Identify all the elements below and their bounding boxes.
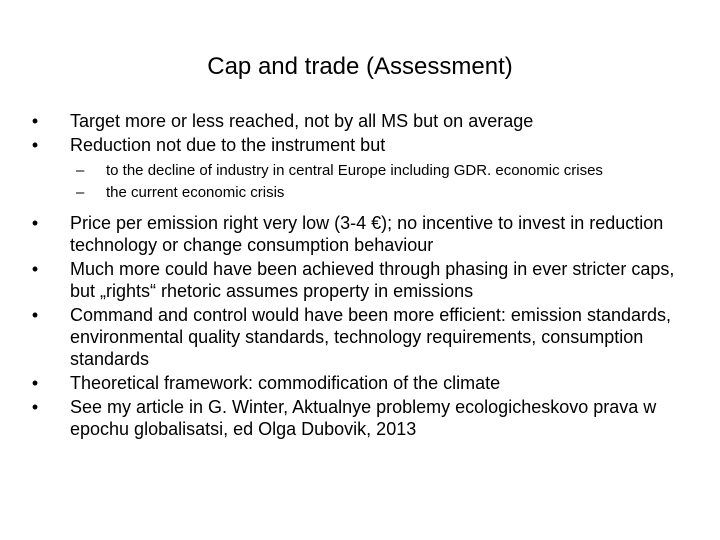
bullet-icon: •	[31, 135, 39, 155]
sub-bullet-item	[70, 184, 688, 202]
slide-content	[28, 110, 688, 442]
bullet-text: See my article in G. Winter, Aktualnye problemy ecologicheskovo prava w epochu globalisatsi, ed Olga Dubovik, 2013	[70, 397, 657, 439]
bullet-text: Theoretical framework: commodification of the climate	[70, 373, 501, 393]
dash-icon: –	[76, 162, 85, 179]
bullet-text: Price per emission right very low (3-4 €); no incentive to invest in reduction technology or change consumption behaviour	[70, 213, 664, 255]
bullet-icon: •	[31, 259, 39, 279]
bullet-item	[28, 258, 688, 302]
bullet-icon: •	[31, 213, 39, 233]
sub-bullet-text: to the decline of industry in central Europe including GDR. economic crises	[106, 162, 603, 179]
bullet-icon: •	[31, 397, 39, 417]
bullet-item	[28, 372, 688, 394]
bullet-text: Command and control would have been more efficient: emission standards, environmental quality standards, technology requirements, consumption standards	[70, 305, 671, 369]
bullet-item	[28, 134, 688, 202]
bullet-icon: •	[31, 111, 39, 131]
bullet-text: Reduction not due to the instrument but	[70, 135, 386, 155]
sub-bullet-text: the current economic crisis	[106, 184, 285, 201]
bullet-icon: •	[31, 305, 39, 325]
slide-title: Cap and trade (Assessment)	[207, 53, 513, 80]
bullet-item	[28, 212, 688, 256]
bullet-icon: •	[31, 373, 39, 393]
bullet-text: Target more or less reached, not by all MS but on average	[70, 111, 534, 131]
bullet-item	[28, 396, 688, 440]
bullet-list	[28, 110, 688, 440]
dash-icon: –	[76, 184, 85, 201]
sub-bullet-item	[70, 162, 688, 180]
bullet-text: Much more could have been achieved through phasing in ever stricter caps, but „rights“ rhetoric assumes property in emissions	[70, 259, 675, 301]
bullet-item	[28, 110, 688, 132]
bullet-item	[28, 304, 688, 370]
sub-bullet-list	[70, 162, 688, 202]
